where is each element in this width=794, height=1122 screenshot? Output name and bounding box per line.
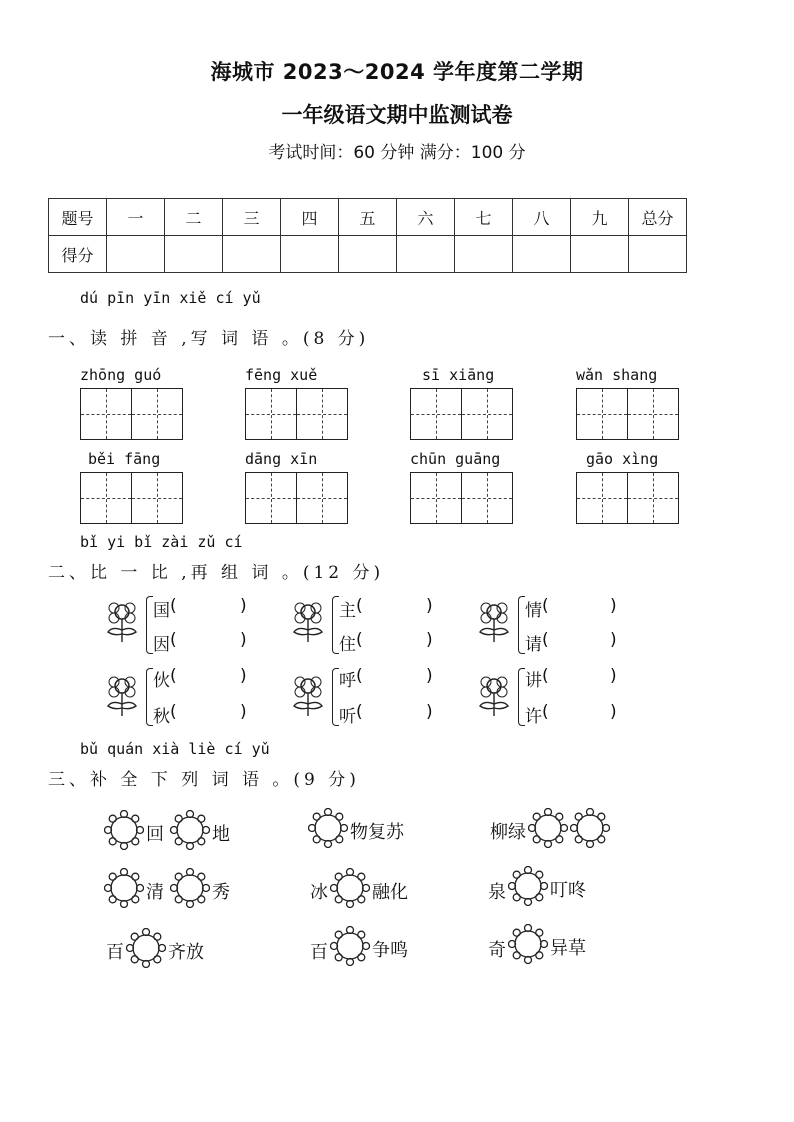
close-paren: ) bbox=[240, 596, 247, 616]
scalloped-blank-icon[interactable] bbox=[126, 928, 166, 968]
scalloped-blank-icon[interactable] bbox=[570, 808, 610, 848]
open-paren: ( bbox=[542, 702, 549, 722]
pinyin-label: chūn guāng bbox=[410, 450, 501, 468]
pinyin-label: gāo xìng bbox=[586, 450, 659, 468]
word-fragment: 物复苏 bbox=[350, 822, 404, 843]
close-paren: ) bbox=[240, 702, 247, 722]
open-paren: ( bbox=[170, 630, 177, 650]
writing-grid-box[interactable] bbox=[131, 472, 183, 524]
writing-grid-box[interactable] bbox=[461, 388, 513, 440]
writing-grid-box[interactable] bbox=[576, 388, 628, 440]
score-cell[interactable] bbox=[571, 236, 629, 273]
compare-char: 听 bbox=[339, 707, 356, 727]
score-cell[interactable] bbox=[397, 236, 455, 273]
open-paren: ( bbox=[356, 630, 363, 650]
close-paren: ) bbox=[610, 630, 617, 650]
section3-heading: 三、补 全 下 列 词 语 。(9 分) bbox=[48, 770, 360, 790]
writing-grid-box[interactable] bbox=[245, 388, 297, 440]
column-header: 四 bbox=[281, 199, 339, 236]
brace bbox=[146, 596, 153, 654]
score-cell[interactable] bbox=[281, 236, 339, 273]
column-header: 一 bbox=[107, 199, 165, 236]
column-header-total: 总分 bbox=[629, 199, 687, 236]
pinyin-label: fēng xuě bbox=[245, 366, 318, 384]
scalloped-blank-icon[interactable] bbox=[330, 868, 370, 908]
open-paren: ( bbox=[356, 702, 363, 722]
row-label-score: 得分 bbox=[49, 236, 107, 273]
exam-title: 海城市 2023～2024 学年度第二学期 bbox=[210, 60, 584, 84]
close-paren: ) bbox=[240, 630, 247, 650]
writing-grid-box[interactable] bbox=[80, 472, 132, 524]
flower-icon bbox=[286, 670, 330, 718]
scalloped-blank-icon[interactable] bbox=[330, 926, 370, 966]
column-header: 三 bbox=[223, 199, 281, 236]
word-fragment: 融化 bbox=[372, 882, 408, 903]
pinyin-label: wǎn shang bbox=[576, 366, 658, 384]
compare-char: 许 bbox=[525, 707, 542, 727]
compare-char: 讲 bbox=[525, 671, 542, 691]
table-row bbox=[49, 199, 687, 236]
compare-char: 请 bbox=[525, 635, 542, 655]
compare-char: 呼 bbox=[339, 671, 356, 691]
word-fragment: 异草 bbox=[550, 938, 586, 959]
writing-grid-box[interactable] bbox=[296, 388, 348, 440]
section1-heading: 一、读 拼 音 ,写 词 语 。(8 分) bbox=[48, 329, 370, 349]
exam-time-and-score: 考试时间：60 分钟 满分：100 分 bbox=[268, 143, 526, 163]
score-cell[interactable] bbox=[455, 236, 513, 273]
compare-char: 伙 bbox=[153, 671, 170, 691]
writing-grid-box[interactable] bbox=[627, 472, 679, 524]
open-paren: ( bbox=[170, 702, 177, 722]
flower-icon bbox=[100, 670, 144, 718]
word-fragment: 清 bbox=[146, 882, 164, 903]
brace bbox=[332, 596, 339, 654]
close-paren: ) bbox=[610, 596, 617, 616]
word-fragment: 百 bbox=[310, 942, 328, 963]
brace bbox=[518, 668, 525, 726]
flower-icon bbox=[100, 596, 144, 644]
score-cell[interactable] bbox=[107, 236, 165, 273]
column-header: 九 bbox=[571, 199, 629, 236]
pinyin-label: dāng xīn bbox=[245, 450, 318, 468]
section3-pinyin: bǔ quán xià liè cí yǔ bbox=[80, 740, 270, 758]
open-paren: ( bbox=[542, 596, 549, 616]
close-paren: ) bbox=[610, 702, 617, 722]
column-header: 二 bbox=[165, 199, 223, 236]
pinyin-label: sī xiāng bbox=[422, 366, 495, 384]
close-paren: ) bbox=[426, 596, 433, 616]
writing-grid-box[interactable] bbox=[80, 388, 132, 440]
scalloped-blank-icon[interactable] bbox=[104, 868, 144, 908]
close-paren: ) bbox=[426, 666, 433, 686]
word-fragment: 冰 bbox=[310, 882, 328, 903]
writing-grid-box[interactable] bbox=[410, 472, 462, 524]
pinyin-label: zhōng guó bbox=[80, 366, 162, 384]
open-paren: ( bbox=[170, 666, 177, 686]
scalloped-blank-icon[interactable] bbox=[170, 868, 210, 908]
column-header: 七 bbox=[455, 199, 513, 236]
word-fragment: 秀 bbox=[212, 882, 230, 903]
score-cell[interactable] bbox=[223, 236, 281, 273]
writing-grid-box[interactable] bbox=[131, 388, 183, 440]
close-paren: ) bbox=[240, 666, 247, 686]
compare-char: 国 bbox=[153, 601, 170, 621]
column-header: 六 bbox=[397, 199, 455, 236]
pinyin-label: běi fāng bbox=[88, 450, 161, 468]
writing-grid-box[interactable] bbox=[461, 472, 513, 524]
word-fragment: 泉 bbox=[488, 882, 506, 903]
score-cell[interactable] bbox=[165, 236, 223, 273]
word-fragment: 奇 bbox=[488, 940, 506, 961]
compare-char: 因 bbox=[153, 635, 170, 655]
word-fragment: 地 bbox=[212, 824, 230, 845]
row-label-question-number: 题号 bbox=[49, 199, 107, 236]
flower-icon bbox=[286, 596, 330, 644]
writing-grid-box[interactable] bbox=[627, 388, 679, 440]
scalloped-blank-icon[interactable] bbox=[104, 810, 144, 850]
flower-icon bbox=[472, 596, 516, 644]
column-header: 五 bbox=[339, 199, 397, 236]
scalloped-blank-icon[interactable] bbox=[528, 808, 568, 848]
writing-grid-box[interactable] bbox=[296, 472, 348, 524]
scalloped-blank-icon[interactable] bbox=[508, 924, 548, 964]
word-fragment: 争鸣 bbox=[372, 940, 408, 961]
compare-char: 主 bbox=[339, 601, 356, 621]
section1-pinyin: dú pīn yīn xiě cí yǔ bbox=[80, 289, 261, 307]
compare-char: 秋 bbox=[153, 707, 170, 727]
writing-grid-box[interactable] bbox=[576, 472, 628, 524]
score-cell-total[interactable] bbox=[629, 236, 687, 273]
scalloped-blank-icon[interactable] bbox=[170, 810, 210, 850]
word-fragment: 齐放 bbox=[168, 942, 204, 963]
compare-char: 住 bbox=[339, 635, 356, 655]
brace bbox=[332, 668, 339, 726]
flower-icon bbox=[472, 670, 516, 718]
column-header: 八 bbox=[513, 199, 571, 236]
compare-char: 情 bbox=[525, 601, 542, 621]
word-fragment: 叮咚 bbox=[550, 880, 586, 901]
open-paren: ( bbox=[170, 596, 177, 616]
scalloped-blank-icon[interactable] bbox=[308, 808, 348, 848]
close-paren: ) bbox=[610, 666, 617, 686]
section2-heading: 二、比 一 比 ,再 组 词 。(12 分) bbox=[48, 563, 385, 583]
score-table bbox=[48, 198, 687, 273]
writing-grid-box[interactable] bbox=[245, 472, 297, 524]
open-paren: ( bbox=[356, 596, 363, 616]
brace bbox=[518, 596, 525, 654]
open-paren: ( bbox=[542, 666, 549, 686]
close-paren: ) bbox=[426, 702, 433, 722]
brace bbox=[146, 668, 153, 726]
close-paren: ) bbox=[426, 630, 433, 650]
open-paren: ( bbox=[542, 630, 549, 650]
table-row bbox=[49, 236, 687, 273]
word-fragment: 百 bbox=[106, 942, 124, 963]
open-paren: ( bbox=[356, 666, 363, 686]
score-cell[interactable] bbox=[513, 236, 571, 273]
word-fragment: 柳绿 bbox=[490, 822, 526, 843]
score-cell[interactable] bbox=[339, 236, 397, 273]
word-fragment: 回 bbox=[146, 824, 164, 845]
section2-pinyin: bǐ yi bǐ zài zǔ cí bbox=[80, 533, 243, 551]
scalloped-blank-icon[interactable] bbox=[508, 866, 548, 906]
writing-grid-box[interactable] bbox=[410, 388, 462, 440]
exam-subtitle-title: 一年级语文期中监测试卷 bbox=[281, 103, 513, 127]
